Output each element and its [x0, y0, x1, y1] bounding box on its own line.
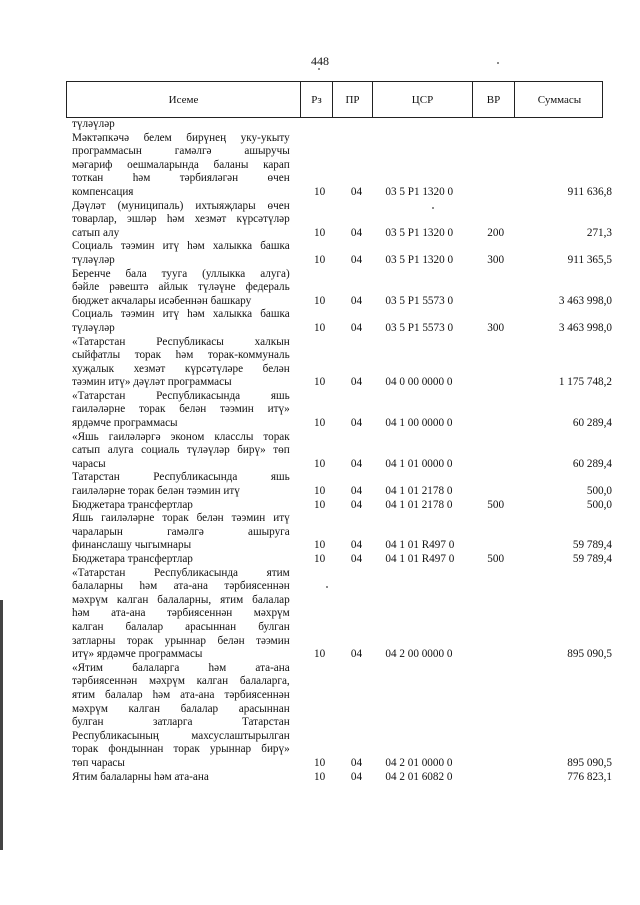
row-sum: 500,0: [586, 485, 613, 498]
row-name-line: балаларны һәм ата-ана тәрбиясеннән: [72, 580, 290, 593]
row-sum: 60 289,4: [572, 457, 613, 470]
table-row: [72, 308, 612, 335]
row-pr: 04: [350, 417, 363, 430]
row-pr: 04: [350, 321, 363, 334]
table-row: [72, 118, 612, 132]
scan-speck: [326, 586, 328, 588]
row-name-line: программасын гамәлгә ашыручы: [72, 145, 290, 158]
row-pr: 04: [350, 648, 363, 661]
row-sum: 60 289,4: [572, 417, 613, 430]
row-csr: 04 1 01 R497 0: [385, 539, 455, 552]
row-name-line: мәгариф оешмаларында баланы карап: [72, 158, 290, 171]
row-pr: 04: [350, 498, 363, 511]
row-name-line: сатып алу: [72, 226, 120, 239]
row-name-line: «Татарстан Республикасында ятим: [72, 566, 290, 579]
header-sum: Суммасы: [514, 82, 604, 117]
row-sum: 500,0: [586, 498, 613, 511]
row-vr: 300: [487, 321, 505, 334]
row-sum: 3 463 998,0: [558, 321, 613, 334]
table-row: [72, 553, 612, 567]
row-name-line: Татарстан Республикасында яшь: [72, 471, 290, 484]
row-name-line: төп чарасы: [72, 756, 125, 769]
row-csr: 04 2 00 0000 0: [385, 648, 453, 661]
row-name-line: Бюджетара трансфертлар: [72, 553, 193, 565]
row-name-line: гаиләләрне торак белән тәэмин итү: [72, 485, 240, 498]
scan-speck: [318, 68, 320, 70]
row-name-line: компенсация: [72, 185, 134, 198]
row-name-line: итү» ярдәмче программасы: [72, 648, 203, 661]
row-csr: 04 1 00 0000 0: [385, 417, 453, 430]
row-name: [72, 431, 290, 472]
row-name-line: мәхрүм калган балалар арасыннан: [72, 702, 290, 715]
row-name: [72, 268, 290, 309]
row-name-line: Бюджетара трансфертлар: [72, 498, 193, 511]
row-pr: 04: [350, 185, 363, 198]
row-pr: 04: [350, 553, 363, 565]
row-rz: 10: [314, 417, 326, 430]
row-csr: 04 2 01 0000 0: [385, 756, 453, 769]
row-name-line: һәм ата-ана тәрбиясеннән мәхрүм: [72, 607, 290, 620]
row-sum: 911 636,8: [567, 185, 613, 198]
row-rz: 10: [314, 485, 326, 498]
row-sum: 59 789,4: [572, 539, 613, 552]
row-name: [72, 200, 290, 241]
table-row: [72, 771, 612, 785]
row-name-line: тоткан һәм тәрбияләгән өчен: [72, 172, 290, 185]
row-name-line: затларны торак урыннар белән тәэмин: [72, 634, 290, 647]
row-name-line: түләүләр: [72, 253, 115, 266]
row-rz: 10: [314, 770, 326, 783]
row-name-line: Беренче бала туугa (уллыкка алуга): [72, 267, 290, 280]
row-name-line: гаиләләрне торак белән тәэмин итү»: [72, 403, 290, 416]
row-name-line: финанслашу чыгымнары: [72, 539, 192, 552]
row-sum: 895 090,5: [567, 756, 613, 769]
table-row: [72, 132, 612, 200]
row-name-line: бюджет акчалары исәбеннән башкару: [72, 294, 252, 307]
row-vr: 200: [487, 226, 505, 239]
row-rz: 10: [314, 185, 326, 198]
row-name: [72, 390, 290, 431]
row-name-line: Социаль тәэмин итү һәм халыкка башка: [72, 308, 290, 321]
header-vr: ВР: [472, 82, 514, 117]
row-name-line: чарасы: [72, 457, 106, 470]
row-name: [72, 471, 290, 498]
row-pr: 04: [350, 226, 363, 239]
row-rz: 10: [314, 376, 326, 389]
row-pr: 04: [350, 485, 363, 498]
row-name-line: ятим балалар һәм ата-ана тәрбиясеннән: [72, 688, 290, 701]
table-row: [72, 431, 612, 472]
row-csr: 04 1 01 0000 0: [385, 457, 453, 470]
row-sum: 895 090,5: [567, 648, 613, 661]
table-row: [72, 662, 612, 771]
row-csr: 04 2 01 6082 0: [385, 770, 453, 783]
row-name-line: Дәүләт (муниципаль) ихтыяҗлары өчен: [72, 199, 290, 212]
header-name: Исеме: [168, 93, 199, 106]
row-name-line: товарлар, эшләр һәм хезмәт күрсәтүләр: [72, 213, 290, 226]
row-rz: 10: [314, 648, 326, 661]
row-csr: 04 0 00 0000 0: [385, 376, 453, 389]
page-number: 448: [311, 54, 329, 68]
row-rz: 10: [314, 253, 326, 266]
row-rz: 10: [314, 539, 326, 552]
row-name-line: бәйле рәвештә айлык түләүне федераль: [72, 281, 290, 294]
row-rz: 10: [314, 457, 326, 470]
row-pr: 04: [350, 253, 363, 266]
scan-speck: [497, 62, 499, 64]
table-row: [72, 268, 612, 309]
row-rz: 10: [314, 756, 326, 769]
row-rz: 10: [314, 321, 326, 334]
scan-edge-mark: [0, 600, 3, 850]
table-row: [72, 240, 612, 267]
row-name-line: Мәктәпкәчә белем бирүнең уку-укыту: [72, 131, 290, 144]
table-row: [72, 512, 612, 553]
row-name-line: «Татарстан Республикасында яшь: [72, 389, 290, 402]
row-sum: 1 175 748,2: [558, 376, 613, 389]
row-sum: 3 463 998,0: [558, 294, 613, 307]
row-sum: 59 789,4: [572, 553, 613, 565]
row-csr: 03 5 Р1 1320 0: [385, 185, 454, 198]
row-name: [72, 771, 290, 785]
row-csr: 03 5 Р1 5573 0: [385, 321, 454, 334]
row-name: [72, 118, 290, 132]
row-name: [72, 308, 290, 335]
row-name-line: Социаль тәэмин итү һәм халыкка башка: [72, 240, 290, 253]
table-body: [72, 118, 612, 784]
row-vr: 500: [487, 553, 505, 565]
row-vr: 500: [487, 498, 505, 511]
row-name: [72, 499, 290, 513]
row-name-line: чараларын гамәлгә ашыруга: [72, 525, 290, 538]
row-pr: 04: [350, 457, 363, 470]
row-name-line: «Яшь гаиләләргә эконом класслы торак: [72, 430, 290, 443]
row-name-line: тәэмин итү» дәүләт программасы: [72, 376, 232, 389]
row-pr: 04: [350, 294, 363, 307]
table-row: [72, 499, 612, 513]
row-name-line: ярдәмче программасы: [72, 417, 178, 430]
row-sum: 911 365,5: [567, 253, 613, 266]
row-name: [72, 336, 290, 390]
table-row: [72, 336, 612, 390]
row-pr: 04: [350, 756, 363, 769]
header-pr: ПР: [332, 82, 372, 117]
row-name-line: сатып алуга социаль түләүләр бирү» төп: [72, 444, 290, 457]
header-rz: Рз: [300, 82, 332, 117]
table-row: [72, 567, 612, 662]
row-name: [72, 240, 290, 267]
row-name-line: торак фондыннан торак урыннар бирү»: [72, 743, 290, 756]
table-header: [66, 81, 603, 118]
row-rz: 10: [314, 498, 326, 511]
row-vr: 300: [487, 253, 505, 266]
row-csr: 04 1 01 2178 0: [385, 485, 453, 498]
row-name-line: Ятим балаларны һәм ата-ана: [72, 770, 209, 783]
row-rz: 10: [314, 226, 326, 239]
row-name-line: хуҗалык хезмәт күрсәтүләре белән: [72, 362, 290, 375]
row-name-line: Яшь гаиләләрне торак белән тәэмин итү: [72, 512, 290, 525]
row-pr: 04: [350, 770, 363, 783]
row-name-line: тәрбиясеннән мәхрүм калган балаларга,: [72, 675, 290, 688]
scan-speck: [432, 207, 434, 209]
row-name-line: түләүләр: [72, 321, 115, 334]
table-row: [72, 390, 612, 431]
row-pr: 04: [350, 539, 363, 552]
row-rz: 10: [314, 553, 326, 565]
row-name-line: мәхрүм калган балаларны, ятим балалар: [72, 593, 290, 606]
row-csr: 03 5 Р1 5573 0: [385, 294, 454, 307]
row-csr: 04 1 01 R497 0: [385, 553, 455, 565]
row-name-line: түләүләр: [72, 118, 115, 130]
row-csr: 03 5 Р1 1320 0: [385, 226, 454, 239]
row-name-line: сыйфатлы торак һәм торак-коммуналь: [72, 349, 290, 362]
row-name-line: Республикасының махсуслаштырылган: [72, 729, 290, 742]
table-row: [72, 471, 612, 498]
row-pr: 04: [350, 376, 363, 389]
row-csr: 04 1 01 2178 0: [385, 498, 453, 511]
row-name-line: булган затларга Татарстан: [72, 716, 290, 729]
row-name: [72, 553, 290, 567]
row-name: [72, 567, 290, 662]
row-sum: 776 823,1: [567, 770, 613, 783]
row-name-line: «Ятим балаларга һәм ата-ана: [72, 661, 290, 674]
row-name: [72, 132, 290, 200]
row-sum: 271,3: [586, 226, 613, 239]
row-name: [72, 662, 290, 771]
table-row: [72, 200, 612, 241]
row-csr: 03 5 Р1 1320 0: [385, 253, 454, 266]
row-name-line: калган балалар арасыннан булган: [72, 620, 290, 633]
row-name-line: «Татарстан Республикасы халкын: [72, 335, 290, 348]
row-rz: 10: [314, 294, 326, 307]
row-name: [72, 512, 290, 553]
header-csr: ЦСР: [372, 82, 472, 117]
